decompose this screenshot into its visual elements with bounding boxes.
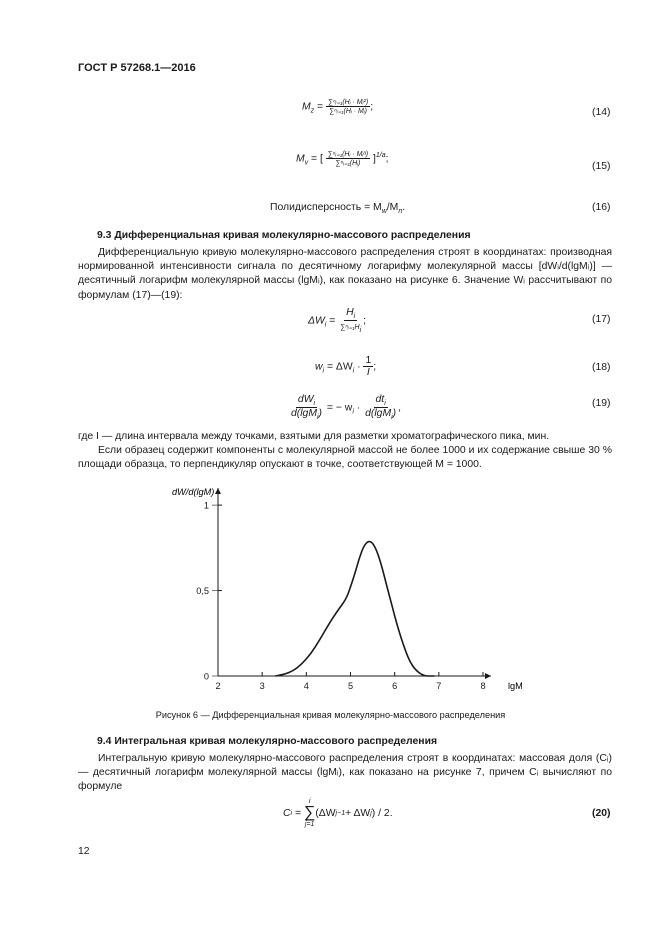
sum-lower-limit: j=1 xyxy=(304,821,315,828)
equation-18: $w_i = \Delta W_i$ · $\frac{1}{I}$ ; xyxy=(315,355,377,378)
x-axis-arrow xyxy=(485,673,491,679)
x-tick-label: 6 xyxy=(392,681,398,691)
equation-15-number: (15) xyxy=(592,161,611,172)
y-tick-label: 0 xyxy=(203,671,209,682)
sum-symbol: ∑ xyxy=(303,804,316,821)
equation-17-number: (17) xyxy=(592,314,611,325)
equation-15: $M_v$ = [ $\frac{\text{∑ⁿᵢ₌₁(Hᵢ · Mᵢᵃ)}}{\text{∑ⁿᵢ₌₁(Hᵢ)}}$ ]$^{1/a}$; xyxy=(296,151,389,167)
equation-19-number: (19) xyxy=(592,398,611,409)
section-9-3-paragraph-1: Дифференциальную кривую молекулярно-массового распределения строят в координатах: производная нормированной интенсивности сигнала по десятичному логарифму молекулярной массы [dWᵢ/d(lgMᵢ)] — десятичный логарифм молекулярной массы (lgMᵢ), как показано на рисунке 6. Значение Wᵢ рассчитывают по формулам (17)—(19): xyxy=(78,247,612,301)
y-axis-arrow xyxy=(215,488,221,494)
section-9-3-title: 9.3 Дифференциальная кривая молекулярно-массового распределения xyxy=(97,230,471,241)
y-tick-label: 1 xyxy=(203,500,209,511)
x-tick-label: 7 xyxy=(436,681,442,691)
x-tick-label: 2 xyxy=(215,681,221,691)
page-number: 12 xyxy=(78,846,90,857)
section-9-4-paragraph-1: Интегральную кривую молекулярно-массового распределения строят в координатах: массовая доля (Cᵢ) — десятичный логарифм молекулярной массы (lgMᵢ), как показано на рисунке 7, причем Cᵢ вычисляют по формуле xyxy=(78,753,612,793)
sum-upper-limit: i xyxy=(308,798,311,805)
chart-y-label: dW/d(lgM) xyxy=(172,487,215,497)
section-9-4-title: 9.4 Интегральная кривая молекулярно-массового распределения xyxy=(97,736,438,747)
x-tick-label: 4 xyxy=(303,681,309,691)
equation-17: $\Delta W_i$ = $\frac{H_i}{\sum^nᵢ_{=1}H_i}$ ; xyxy=(308,307,367,335)
equation-14: $M_z$ = $\frac{\text{∑ⁿᵢ₌₁(Hᵢ · Mᵢ²)}}{\text{∑ⁿᵢ₌₁(Hᵢ · Mᵢ)}}$ ; xyxy=(302,99,374,115)
x-tick-label: 3 xyxy=(259,681,265,691)
section-9-3-paragraph-3: Если образец содержит компоненты с молекулярной массой не более 1000 и их содержание свыше 30 % площади образца, то перпендикуляр опускают в точке, соответствующей M = 1000. xyxy=(78,445,612,471)
figure-6-caption: Рисунок 6 — Дифференциальная кривая молекулярно-массового распределения xyxy=(155,710,506,720)
series-line xyxy=(275,542,434,676)
equation-18-number: (18) xyxy=(592,362,611,373)
equation-20-number: (20) xyxy=(592,808,611,819)
y-tick-label: 0,5 xyxy=(196,586,209,597)
equation-19: $\frac{dW_i}{d(\lg M_i)}$ = − $w_i$ · $\frac{dt_i}{d(\lg M_i)}$ , xyxy=(291,394,402,422)
equation-20: C i = i ∑ j=1 (ΔW j−1 + ΔW j ) / 2. xyxy=(283,798,393,828)
document-header: ГОСТ Р 57268.1—2016 xyxy=(78,62,196,74)
equation-16-number: (16) xyxy=(592,202,611,213)
section-9-3-paragraph-2: где I — длина интервала между точками, взятыми для разметки хроматографического пика, мин. xyxy=(78,431,550,442)
equation-14-number: (14) xyxy=(592,107,611,118)
chart-x-label: lgM xyxy=(508,681,523,691)
equation-16: Полидисперсность = $M_w/M_n$. xyxy=(270,202,406,216)
x-tick-label: 5 xyxy=(347,681,354,691)
differential-mmd-chart xyxy=(150,478,570,700)
x-tick-label: 8 xyxy=(480,681,486,691)
